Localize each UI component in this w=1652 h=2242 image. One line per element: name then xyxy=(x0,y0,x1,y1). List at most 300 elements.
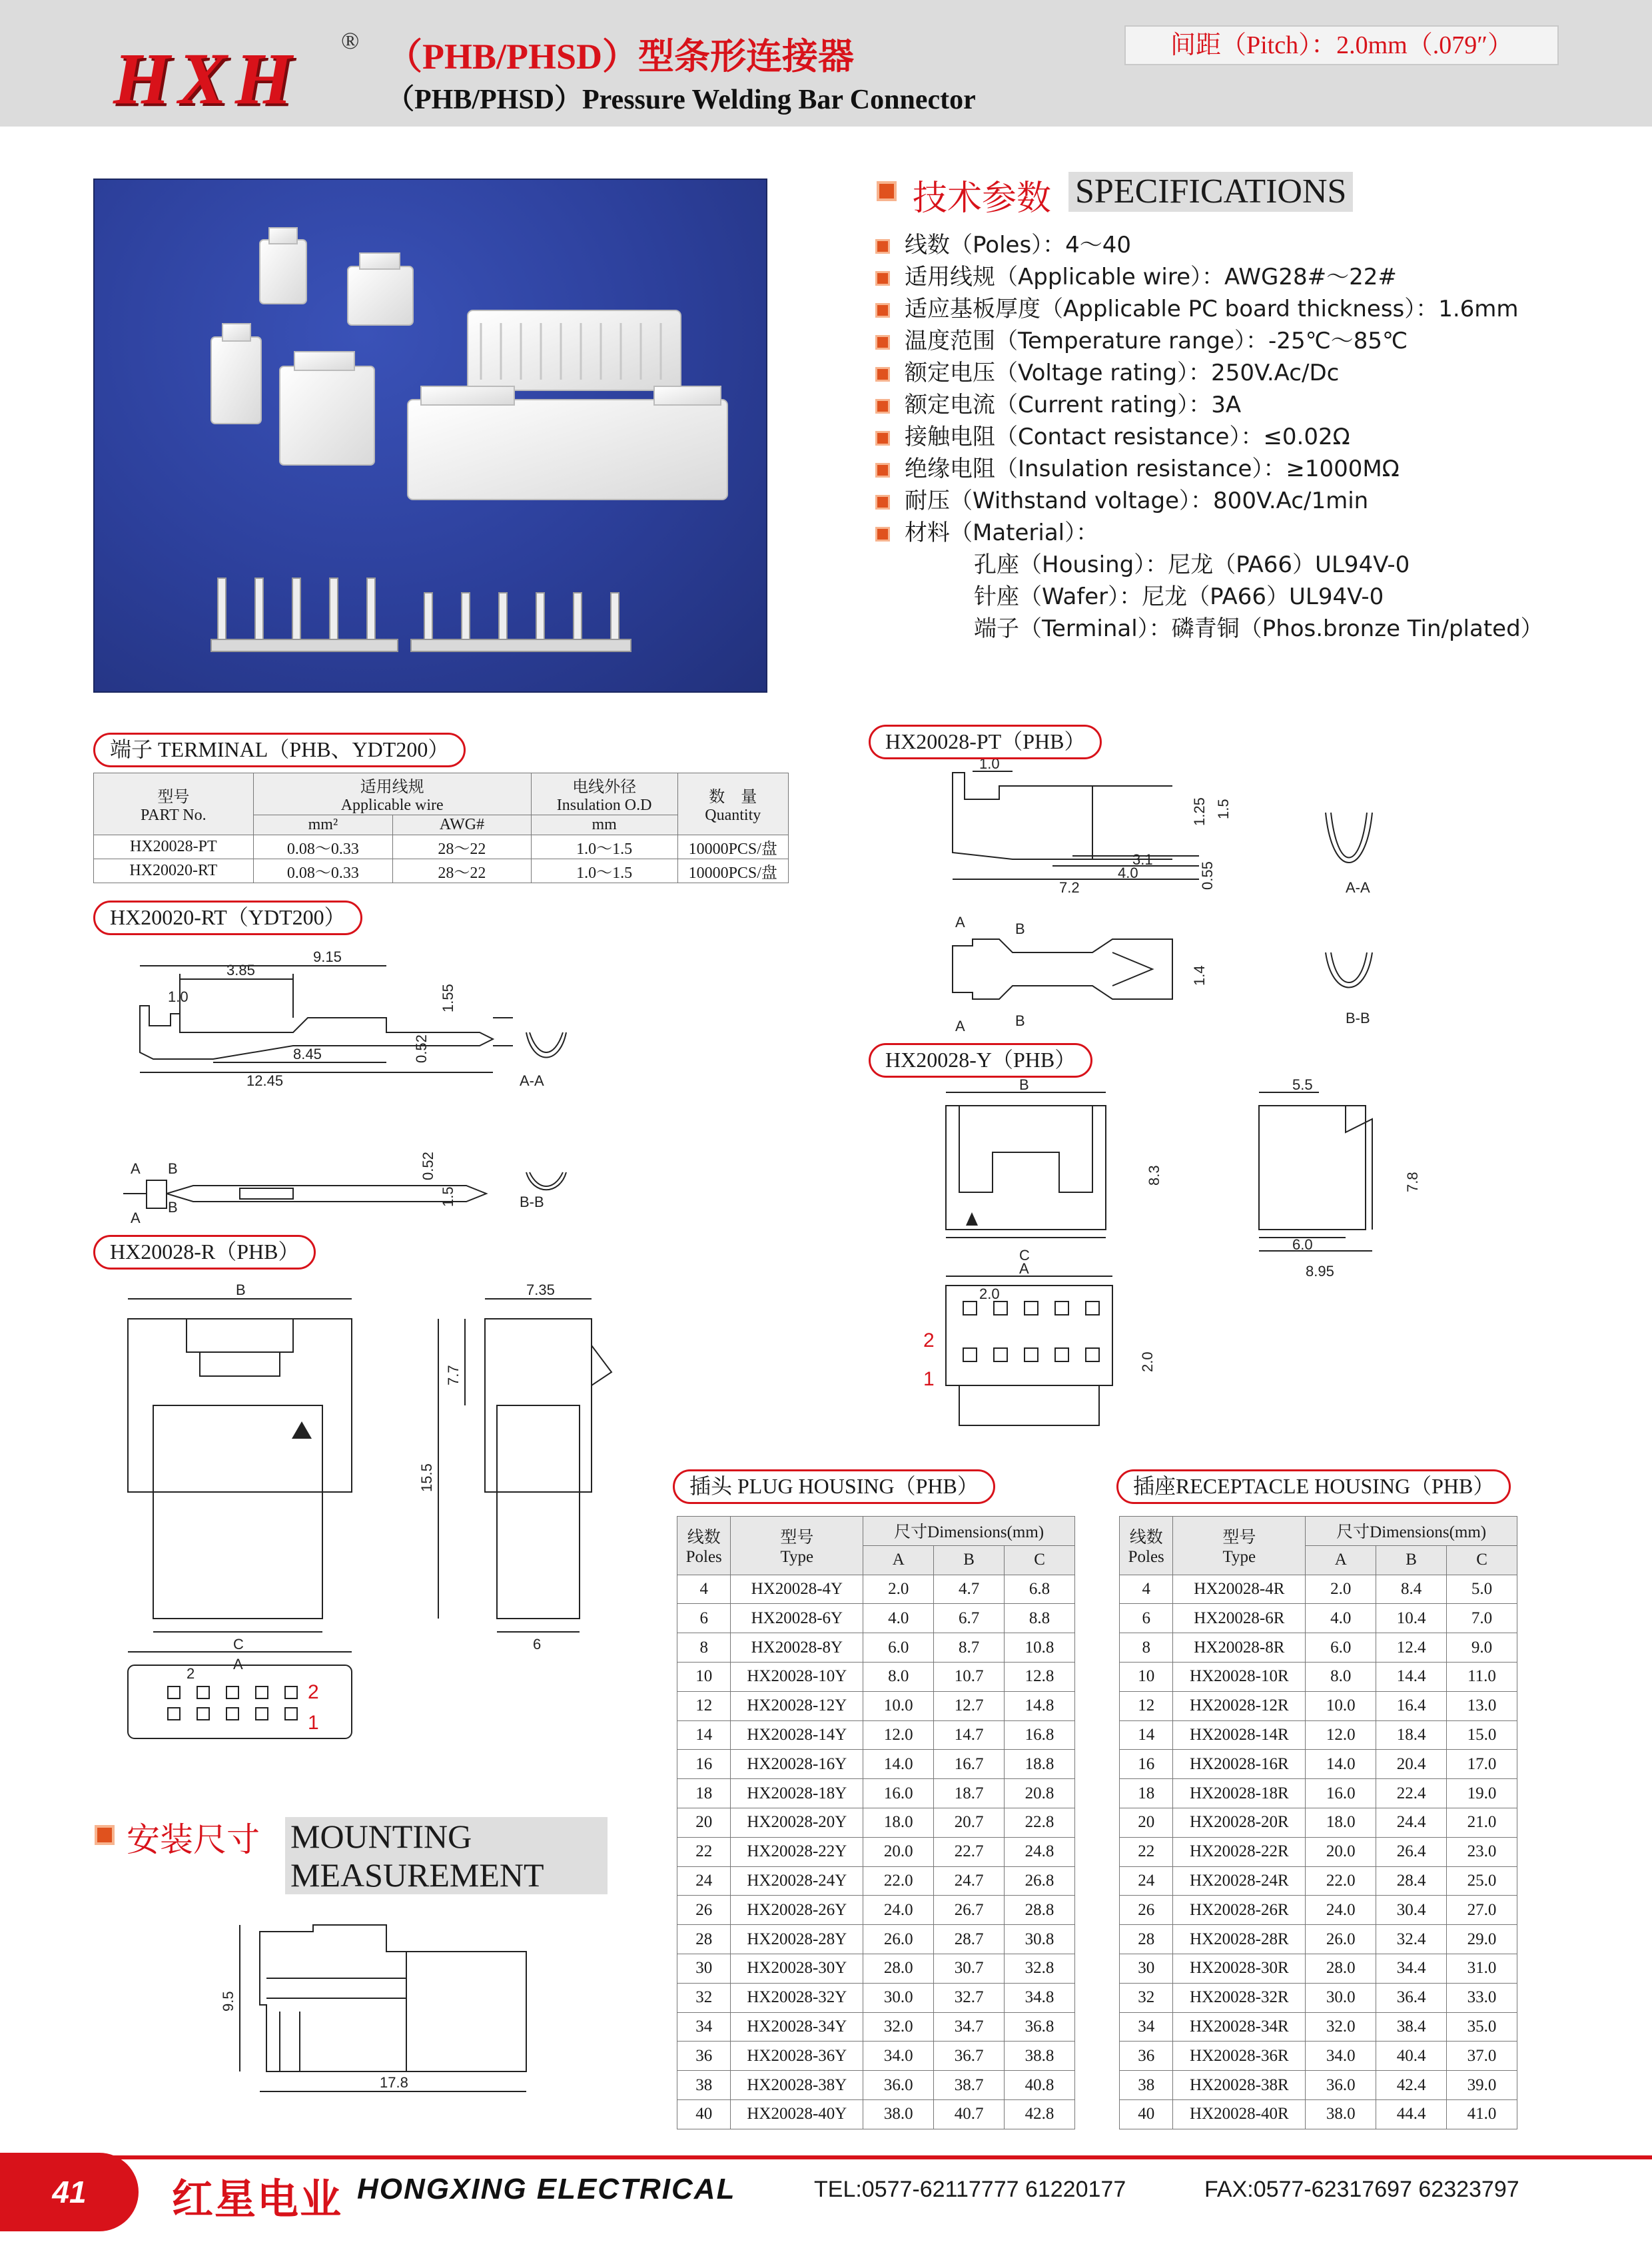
table-cell: 36.4 xyxy=(1376,1983,1447,2012)
table-cell: 6 xyxy=(1120,1604,1173,1633)
table-cell: 34.7 xyxy=(934,2012,1005,2042)
table-cell: 18.4 xyxy=(1376,1720,1447,1750)
table-cell: 6.0 xyxy=(863,1633,934,1663)
table-cell: 42.4 xyxy=(1376,2071,1447,2100)
header-a: A xyxy=(1306,1545,1376,1575)
rt-section-label: HX20020-RT（YDT200） xyxy=(93,901,362,935)
table-cell: 32.0 xyxy=(1306,2012,1376,2042)
svg-text:8.45: 8.45 xyxy=(293,1046,322,1062)
svg-text:2: 2 xyxy=(308,1681,319,1703)
registered-mark: ® xyxy=(341,27,360,54)
table-cell: 22.7 xyxy=(934,1837,1005,1866)
mounting-marker-icon xyxy=(95,1825,115,1845)
svg-text:7.2: 7.2 xyxy=(1059,879,1080,896)
table-cell: 6.8 xyxy=(1005,1575,1075,1604)
svg-text:5.5: 5.5 xyxy=(1292,1079,1313,1093)
table-cell: HX20028-34R xyxy=(1173,2012,1306,2042)
svg-text:B: B xyxy=(168,1160,178,1177)
mounting-title-cn: 安装尺寸 xyxy=(127,1820,260,1859)
table-cell: HX20028-10R xyxy=(1173,1662,1306,1691)
table-cell: 8 xyxy=(1120,1633,1173,1663)
table-cell: HX20028-26R xyxy=(1173,1896,1306,1925)
bullet-icon xyxy=(875,527,890,542)
header-dimensions: 尺寸Dimensions(mm) xyxy=(1306,1517,1517,1546)
table-cell: 28.8 xyxy=(1005,1896,1075,1925)
svg-text:9.15: 9.15 xyxy=(313,948,342,965)
table-row xyxy=(1120,1837,1517,1866)
table-cell: HX20028-32R xyxy=(1173,1983,1306,2012)
svg-text:1: 1 xyxy=(923,1368,935,1390)
table-row xyxy=(677,1779,1075,1808)
svg-text:6.0: 6.0 xyxy=(1292,1236,1313,1253)
table-cell: HX20028-10Y xyxy=(731,1662,863,1691)
spec-item: 材料（Material）： xyxy=(875,514,1098,547)
table-cell: 36.0 xyxy=(863,2071,934,2100)
spec-item: 适应基板厚度（Applicable PC board thickness）：1.6mm xyxy=(875,290,1519,323)
y-section-label: HX20028-Y（PHB） xyxy=(869,1043,1092,1078)
table-cell: 19.0 xyxy=(1447,1779,1517,1808)
mounting-drawing xyxy=(213,1912,560,2105)
table-cell: 24 xyxy=(677,1866,731,1896)
table-cell: HX20028-36Y xyxy=(731,2042,863,2071)
table-cell: HX20028-40Y xyxy=(731,2099,863,2129)
plug-section-label: 插头 PLUG HOUSING（PHB） xyxy=(673,1469,995,1504)
svg-text:0.55: 0.55 xyxy=(1199,861,1216,890)
table-cell: 26 xyxy=(677,1896,731,1925)
table-cell: 20 xyxy=(677,1808,731,1837)
pt-section-label: HX20028-PT（PHB） xyxy=(869,725,1102,759)
table-cell: 12.7 xyxy=(934,1691,1005,1720)
table-row xyxy=(1120,2071,1517,2100)
table-cell: HX20028-16Y xyxy=(731,1750,863,1779)
svg-text:C: C xyxy=(233,1636,244,1653)
table-cell: 22 xyxy=(1120,1837,1173,1866)
table-cell: 18.8 xyxy=(1005,1750,1075,1779)
table-cell: HX20028-12Y xyxy=(731,1691,863,1720)
table-cell: HX20028-32Y xyxy=(731,1983,863,2012)
table-cell: 2.0 xyxy=(863,1575,934,1604)
table-cell: 24.4 xyxy=(1376,1808,1447,1837)
svg-text:0.52: 0.52 xyxy=(420,1152,436,1180)
table-cell: HX20028-16R xyxy=(1173,1750,1306,1779)
table-row xyxy=(677,1662,1075,1691)
svg-text:1: 1 xyxy=(308,1712,319,1734)
table-cell: 11.0 xyxy=(1447,1662,1517,1691)
table-row xyxy=(677,1925,1075,1954)
header-type: 型号 Type xyxy=(731,1517,863,1575)
table-cell: 14.4 xyxy=(1376,1662,1447,1691)
svg-text:A: A xyxy=(131,1160,141,1177)
svg-text:C: C xyxy=(1019,1247,1030,1264)
svg-text:7.8: 7.8 xyxy=(1404,1172,1421,1192)
table-row xyxy=(1120,1925,1517,1954)
table-cell: 16 xyxy=(677,1750,731,1779)
table-cell: 24.0 xyxy=(1306,1896,1376,1925)
header-poles: 线数 Poles xyxy=(677,1517,731,1575)
svg-text:0.52: 0.52 xyxy=(413,1034,430,1063)
table-cell: 6 xyxy=(677,1604,731,1633)
spec-item: 温度范围（Temperature range）：-25℃～85℃ xyxy=(875,322,1408,355)
table-cell: 4.0 xyxy=(1306,1604,1376,1633)
table-cell: 24.0 xyxy=(863,1896,934,1925)
brand-name-cn: 红星电业 xyxy=(172,2175,343,2223)
table-cell: HX20028-24R xyxy=(1173,1866,1306,1896)
svg-text:A: A xyxy=(1019,1260,1029,1277)
table-cell: 22.0 xyxy=(1306,1866,1376,1896)
svg-text:B: B xyxy=(236,1282,246,1298)
header-a: A xyxy=(863,1545,934,1575)
fax: FAX:0577-62317697 62323797 xyxy=(1204,2177,1519,2202)
table-row xyxy=(1120,1691,1517,1720)
table-cell: 30 xyxy=(1120,1954,1173,1983)
table-cell: 20.4 xyxy=(1376,1750,1447,1779)
table-cell: 20.8 xyxy=(1005,1779,1075,1808)
table-cell: 8.0 xyxy=(1306,1662,1376,1691)
table-cell: HX20028-38Y xyxy=(731,2071,863,2100)
table-cell: HX20028-22Y xyxy=(731,1837,863,1866)
table-cell: 39.0 xyxy=(1447,2071,1517,2100)
table-cell: 42.8 xyxy=(1005,2099,1075,2129)
brand-logo: HXH xyxy=(113,38,300,119)
table-cell: HX20028-26Y xyxy=(731,1896,863,1925)
table-cell: 40.4 xyxy=(1376,2042,1447,2071)
table-cell: 26.4 xyxy=(1376,1837,1447,1866)
table-cell: 16.7 xyxy=(934,1750,1005,1779)
table-cell: 30.0 xyxy=(863,1983,934,2012)
spec-item: 耐压（Withstand voltage）：800V.Ac/1min xyxy=(875,482,1368,515)
table-cell: 36.8 xyxy=(1005,2012,1075,2042)
svg-text:1.5: 1.5 xyxy=(440,1186,456,1207)
table-cell: 5.0 xyxy=(1447,1575,1517,1604)
svg-text:12.45: 12.45 xyxy=(246,1072,284,1089)
table-row xyxy=(1120,1633,1517,1663)
table-cell: 26.0 xyxy=(863,1925,934,1954)
table-row xyxy=(1120,1983,1517,2012)
table-cell: 34.4 xyxy=(1376,1954,1447,1983)
table-cell: HX20028-30R xyxy=(1173,1954,1306,1983)
bullet-icon xyxy=(875,335,890,350)
svg-text:1.0: 1.0 xyxy=(979,759,1000,772)
svg-text:3.85: 3.85 xyxy=(226,962,255,978)
spec-section-marker-icon xyxy=(877,181,897,201)
svg-text:1.4: 1.4 xyxy=(1191,965,1208,986)
svg-text:A-A: A-A xyxy=(1346,879,1370,896)
table-cell: HX20028-18Y xyxy=(731,1779,863,1808)
table-cell: 8.0 xyxy=(863,1662,934,1691)
table-cell: HX20028-24Y xyxy=(731,1866,863,1896)
r-section-label: HX20028-R（PHB） xyxy=(93,1235,316,1270)
svg-text:9.5: 9.5 xyxy=(220,1991,236,2012)
table-cell: 28.0 xyxy=(1306,1954,1376,1983)
page-title-en: （PHB/PHSD）Pressure Welding Bar Connector xyxy=(386,85,976,115)
table-cell: 4 xyxy=(677,1575,731,1604)
table-row: HX20020-RT 0.08～0.33 28～22 1.0～1.5 10000PCS/盘 xyxy=(94,859,789,883)
table-cell: 32.7 xyxy=(934,1983,1005,2012)
header-part: 型号 PART No. xyxy=(94,773,254,835)
table-cell: 34.0 xyxy=(1306,2042,1376,2071)
table-cell: 10.4 xyxy=(1376,1604,1447,1633)
table-cell: 24.8 xyxy=(1005,1837,1075,1866)
table-cell: 40.8 xyxy=(1005,2071,1075,2100)
table-row xyxy=(1120,1604,1517,1633)
table-row xyxy=(677,1575,1075,1604)
spec-title-cn: 技术参数 xyxy=(913,179,1052,218)
svg-text:B-B: B-B xyxy=(1346,1010,1370,1026)
table-cell: HX20028-20Y xyxy=(731,1808,863,1837)
svg-text:8.3: 8.3 xyxy=(1146,1165,1162,1186)
table-cell: 22.8 xyxy=(1005,1808,1075,1837)
receptacle-section-label: 插座RECEPTACLE HOUSING（PHB） xyxy=(1116,1469,1511,1504)
table-cell: 6.0 xyxy=(1306,1633,1376,1663)
header-c: C xyxy=(1447,1545,1517,1575)
table-row xyxy=(1120,1575,1517,1604)
table-cell: 38.0 xyxy=(863,2099,934,2129)
svg-text:4.0: 4.0 xyxy=(1118,865,1138,881)
table-cell: 30.8 xyxy=(1005,1925,1075,1954)
pitch-badge: 间距（Pitch）：2.0mm（.079″） xyxy=(1124,25,1559,65)
table-cell: 38.8 xyxy=(1005,2042,1075,2071)
table-cell: 26.0 xyxy=(1306,1925,1376,1954)
pt-terminal-drawing xyxy=(933,759,1479,1052)
table-cell: 17.0 xyxy=(1447,1750,1517,1779)
table-row: HX20028-PT 0.08～0.33 28～22 1.0～1.5 10000PCS/盘 xyxy=(94,835,789,859)
bullet-icon xyxy=(875,495,890,510)
table-cell: 12.0 xyxy=(1306,1720,1376,1750)
table-cell: 38.7 xyxy=(934,2071,1005,2100)
table-row xyxy=(1120,1896,1517,1925)
table-cell: 37.0 xyxy=(1447,2042,1517,2071)
table-cell: 40 xyxy=(677,2099,731,2129)
table-cell: 33.0 xyxy=(1447,1983,1517,2012)
table-row xyxy=(1120,1954,1517,1983)
svg-text:15.5: 15.5 xyxy=(418,1463,435,1492)
table-cell: 34 xyxy=(677,2012,731,2042)
table-cell: HX20028-34Y xyxy=(731,2012,863,2042)
header-b: B xyxy=(934,1545,1005,1575)
table-row xyxy=(677,2042,1075,2071)
table-cell: HX20028-12R xyxy=(1173,1691,1306,1720)
table-cell: HX20028-18R xyxy=(1173,1779,1306,1808)
table-row xyxy=(677,1983,1075,2012)
footer-divider xyxy=(0,2155,1652,2159)
table-cell: HX20028-8R xyxy=(1173,1633,1306,1663)
table-row xyxy=(677,1633,1075,1663)
table-row xyxy=(1120,1720,1517,1750)
table-cell: 12 xyxy=(1120,1691,1173,1720)
table-cell: 16.8 xyxy=(1005,1720,1075,1750)
bullet-icon xyxy=(875,399,890,414)
table-cell: 18.7 xyxy=(934,1779,1005,1808)
table-cell: 10.0 xyxy=(1306,1691,1376,1720)
bullet-icon xyxy=(875,239,890,254)
table-cell: 14.0 xyxy=(863,1750,934,1779)
table-cell: HX20028-38R xyxy=(1173,2071,1306,2100)
table-cell: HX20028-20R xyxy=(1173,1808,1306,1837)
svg-text:2.0: 2.0 xyxy=(1139,1351,1156,1372)
telephone: TEL:0577-62117777 61220177 xyxy=(814,2177,1126,2202)
svg-text:B: B xyxy=(1015,921,1025,937)
svg-text:B-B: B-B xyxy=(520,1194,544,1210)
svg-text:1.0: 1.0 xyxy=(168,988,189,1005)
svg-text:A: A xyxy=(955,914,965,931)
table-cell: HX20028-4Y xyxy=(731,1575,863,1604)
table-cell: 38 xyxy=(1120,2071,1173,2100)
bullet-icon xyxy=(875,367,890,382)
svg-text:1.5: 1.5 xyxy=(1215,799,1232,819)
table-row xyxy=(677,1750,1075,1779)
svg-text:A: A xyxy=(955,1018,965,1034)
table-cell: HX20028-28Y xyxy=(731,1925,863,1954)
table-row xyxy=(677,1808,1075,1837)
table-cell: 4 xyxy=(1120,1575,1173,1604)
bullet-icon xyxy=(875,271,890,286)
table-cell: 16.0 xyxy=(1306,1779,1376,1808)
table-cell: 27.0 xyxy=(1447,1896,1517,1925)
brand-name-en: HONGXING ELECTRICAL xyxy=(357,2173,736,2205)
table-cell: 9.0 xyxy=(1447,1633,1517,1663)
table-row xyxy=(1120,2042,1517,2071)
table-row xyxy=(677,1720,1075,1750)
table-cell: 16.0 xyxy=(863,1779,934,1808)
table-cell: 38.0 xyxy=(1306,2099,1376,2129)
table-cell: HX20028-28R xyxy=(1173,1925,1306,1954)
svg-text:A-A: A-A xyxy=(520,1072,544,1089)
table-cell: HX20028-6R xyxy=(1173,1604,1306,1633)
table-cell: 36 xyxy=(1120,2042,1173,2071)
table-cell: 21.0 xyxy=(1447,1808,1517,1837)
spec-item: 适用线规（Applicable wire）：AWG28#～22# xyxy=(875,258,1397,291)
table-cell: 8.7 xyxy=(934,1633,1005,1663)
page-number: 41 xyxy=(0,2153,139,2231)
table-row xyxy=(1120,2012,1517,2042)
plug-housing-table xyxy=(677,1516,1075,2129)
spec-material-terminal: 端子（Terminal）：磷青铜（Phos.bronze Tin/plated） xyxy=(974,615,1543,642)
mounting-title-en: MOUNTING MEASUREMENT xyxy=(285,1817,608,1894)
table-cell: 30.7 xyxy=(934,1954,1005,1983)
svg-text:A: A xyxy=(131,1210,141,1226)
table-cell: 8.4 xyxy=(1376,1575,1447,1604)
table-cell: 10.8 xyxy=(1005,1633,1075,1663)
table-cell: 36.7 xyxy=(934,2042,1005,2071)
terminal-section-label: 端子 TERMINAL（PHB、YDT200） xyxy=(93,733,466,767)
table-row xyxy=(677,1837,1075,1866)
table-row xyxy=(677,2071,1075,2100)
header-od: 电线外径 Insulation O.D xyxy=(531,773,677,815)
table-cell: HX20028-4R xyxy=(1173,1575,1306,1604)
table-cell: 28.7 xyxy=(934,1925,1005,1954)
bullet-icon xyxy=(875,303,890,318)
table-row xyxy=(1120,1866,1517,1896)
table-cell: 10 xyxy=(677,1662,731,1691)
table-cell: 30.0 xyxy=(1306,1983,1376,2012)
table-cell: 30 xyxy=(677,1954,731,1983)
table-row xyxy=(677,2012,1075,2042)
table-cell: 36.0 xyxy=(1306,2071,1376,2100)
table-cell: 16.4 xyxy=(1376,1691,1447,1720)
table-cell: 32 xyxy=(677,1983,731,2012)
spec-material-housing: 孔座（Housing）：尼龙（PA66）UL94V-0 xyxy=(974,552,1410,578)
table-cell: 32 xyxy=(1120,1983,1173,2012)
table-cell: 24.7 xyxy=(934,1866,1005,1896)
table-cell: 13.0 xyxy=(1447,1691,1517,1720)
table-cell: 32.4 xyxy=(1376,1925,1447,1954)
table-cell: 8.8 xyxy=(1005,1604,1075,1633)
table-cell: 24 xyxy=(1120,1866,1173,1896)
table-cell: 20.7 xyxy=(934,1808,1005,1837)
table-cell: 34 xyxy=(1120,2012,1173,2042)
table-cell: 15.0 xyxy=(1447,1720,1517,1750)
table-cell: 8 xyxy=(677,1633,731,1663)
spec-material-wafer: 针座（Wafer）：尼龙（PA66）UL94V-0 xyxy=(974,583,1384,610)
table-cell: 18 xyxy=(1120,1779,1173,1808)
table-cell: HX20028-40R xyxy=(1173,2099,1306,2129)
svg-text:A: A xyxy=(233,1656,243,1673)
table-cell: 40 xyxy=(1120,2099,1173,2129)
spec-title-en: SPECIFICATIONS xyxy=(1068,172,1353,212)
table-cell: 20.0 xyxy=(1306,1837,1376,1866)
table-row xyxy=(1120,1750,1517,1779)
table-cell: 28.0 xyxy=(863,1954,934,1983)
y-plug-drawing xyxy=(919,1079,1465,1452)
table-cell: 28.4 xyxy=(1376,1866,1447,1896)
header-c: C xyxy=(1005,1545,1075,1575)
table-cell: 36 xyxy=(677,2042,731,2071)
svg-text:B: B xyxy=(168,1199,178,1216)
table-cell: HX20028-6Y xyxy=(731,1604,863,1633)
table-cell: 30.4 xyxy=(1376,1896,1447,1925)
table-cell: 10.0 xyxy=(863,1691,934,1720)
svg-text:8.95: 8.95 xyxy=(1306,1263,1334,1280)
table-cell: 32.0 xyxy=(863,2012,934,2042)
table-cell: 14 xyxy=(677,1720,731,1750)
table-cell: 34.0 xyxy=(863,2042,934,2071)
bullet-icon xyxy=(875,463,890,478)
header-type: 型号 Type xyxy=(1173,1517,1306,1575)
table-cell: 22 xyxy=(677,1837,731,1866)
spec-item: 接触电阻（Contact resistance）：≤0.02Ω xyxy=(875,418,1350,451)
header-awg: AWG# xyxy=(393,815,532,835)
page-title-cn: （PHB/PHSD）型条形连接器 xyxy=(386,37,855,77)
table-row xyxy=(677,2099,1075,2129)
table-cell: 18 xyxy=(677,1779,731,1808)
terminal-table xyxy=(93,773,789,883)
header-mm: mm xyxy=(531,815,677,835)
header-dimensions: 尺寸Dimensions(mm) xyxy=(863,1517,1075,1546)
table-cell: 25.0 xyxy=(1447,1866,1517,1896)
table-cell: 4.7 xyxy=(934,1575,1005,1604)
table-row xyxy=(1120,1662,1517,1691)
table-cell: 44.4 xyxy=(1376,2099,1447,2129)
table-row xyxy=(1120,1779,1517,1808)
table-cell: 18.0 xyxy=(863,1808,934,1837)
table-cell: 12.0 xyxy=(863,1720,934,1750)
svg-text:17.8: 17.8 xyxy=(380,2074,408,2091)
table-row xyxy=(677,1896,1075,1925)
table-cell: 10.7 xyxy=(934,1662,1005,1691)
table-cell: 23.0 xyxy=(1447,1837,1517,1866)
table-cell: 35.0 xyxy=(1447,2012,1517,2042)
table-cell: 14 xyxy=(1120,1720,1173,1750)
table-row xyxy=(677,1691,1075,1720)
table-row xyxy=(1120,2099,1517,2129)
table-cell: 12 xyxy=(677,1691,731,1720)
svg-text:6: 6 xyxy=(533,1636,542,1653)
table-cell: 12.8 xyxy=(1005,1662,1075,1691)
spec-item: 线数（Poles）：4～40 xyxy=(875,226,1131,259)
receptacle-housing-table xyxy=(1119,1516,1517,2129)
header-b: B xyxy=(1376,1545,1447,1575)
table-cell: 14.8 xyxy=(1005,1691,1075,1720)
